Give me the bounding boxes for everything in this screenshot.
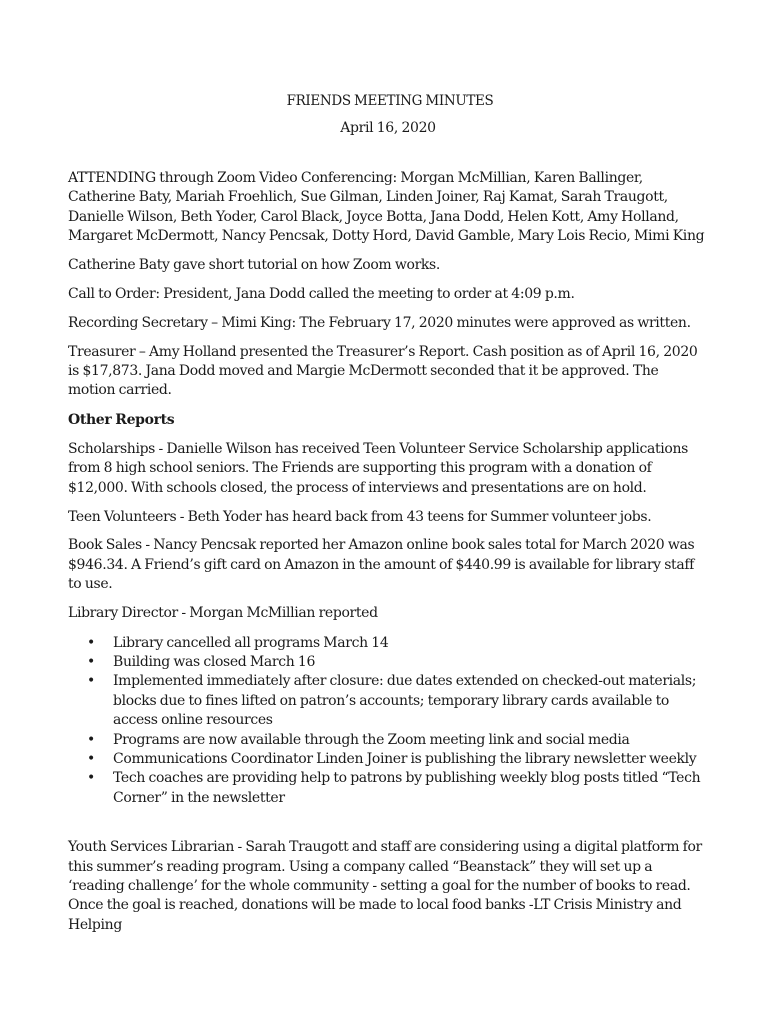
list-item-text: Library cancelled all programs March 14: [113, 634, 389, 651]
bullet-icon: •: [87, 770, 95, 787]
scholarships-paragraph: Scholarships - Danielle Wilson has received Teen Volunteer Service Scholarship applications from 8 high school seniors. The Friends are supporting this program with a donation of $12,000. With schools closed, the process of interviews and presentations are on hold.: [68, 440, 688, 496]
meeting-date: April 16, 2020: [340, 120, 436, 137]
document-title: FRIENDS MEETING MINUTES: [286, 93, 494, 109]
minutes-page: [68, 92, 708, 935]
treasurer-paragraph: Treasurer – Amy Holland presented the Treasurer’s Report. Cash position as of April 16, 2020 is $17,873. Jana Dodd moved and Margie McDermott seconded that it be approved. The motion carried.: [68, 343, 698, 399]
book-sales-paragraph: Book Sales - Nancy Pencsak reported her Amazon online book sales total for March 2020 was $946.34. A Friend’s gift card on Amazon in the amount of $440.99 is available for library staff to use.: [68, 537, 695, 593]
library-director-paragraph: Library Director - Morgan McMillian reported: [68, 605, 378, 622]
list-item: [87, 653, 708, 672]
teen-volunteers-paragraph: Teen Volunteers - Beth Yoder has heard back from 43 teens for Summer volunteer jobs.: [68, 508, 652, 525]
list-item-text: Communications Coordinator Linden Joiner is publishing the library newsletter weekly: [113, 750, 697, 767]
bullet-icon: •: [87, 634, 95, 651]
attending-paragraph: ATTENDING through Zoom Video Conferencing: Morgan McMillian, Karen Ballinger, Catherine Baty, Mariah Froehlich, Sue Gilman, Linden Joiner, Raj Kamat, Sarah Traugott, Danielle Wilson, Beth Yoder, Carol Black, Joyce Botta, Jana Dodd, Helen Kott, Amy Holland, Margaret McDermott, Nancy Pencsak, Dotty Hord, David Gamble, Mary Lois Recio, Mimi King: [68, 169, 705, 245]
list-item-text: Building was closed March 16: [113, 653, 316, 670]
bullet-icon: •: [87, 673, 95, 690]
bullet-icon: •: [87, 653, 95, 670]
list-item: [87, 672, 708, 730]
tutorial-paragraph: Catherine Baty gave short tutorial on how Zoom works.: [68, 256, 440, 273]
library-director-bullet-list: [68, 634, 708, 809]
other-reports-heading: Other Reports: [68, 411, 175, 428]
bullet-icon: •: [87, 750, 95, 767]
list-item-text: Programs are now available through the Zoom meeting link and social media: [113, 731, 630, 748]
list-item-text: Implemented immediately after closure: due dates extended on checked-out materials; blocks due to fines lifted on patron’s accounts; temporary library cards available to access online resources: [113, 673, 697, 729]
list-item: [87, 750, 708, 769]
youth-services-paragraph: Youth Services Librarian - Sarah Traugott and staff are considering using a digital platform for this summer’s reading program. Using a company called “Beanstack” they will set up a ‘reading challenge’ for the whole community - setting a goal for the number of books to read. Once the goal is reached, donations will be made to local food banks -LT Crisis Ministry and Helping: [68, 839, 702, 933]
list-item-text: Tech coaches are providing help to patrons by publishing weekly blog posts titled “Tech Corner” in the newsletter: [113, 770, 701, 806]
list-item: [87, 731, 708, 750]
list-item: [87, 769, 708, 808]
call-to-order-paragraph: Call to Order: President, Jana Dodd called the meeting to order at 4:09 p.m.: [68, 285, 575, 302]
recording-secretary-paragraph: Recording Secretary – Mimi King: The February 17, 2020 minutes were approved as written.: [68, 314, 691, 331]
bullet-icon: •: [87, 731, 95, 748]
list-item: [87, 634, 708, 653]
